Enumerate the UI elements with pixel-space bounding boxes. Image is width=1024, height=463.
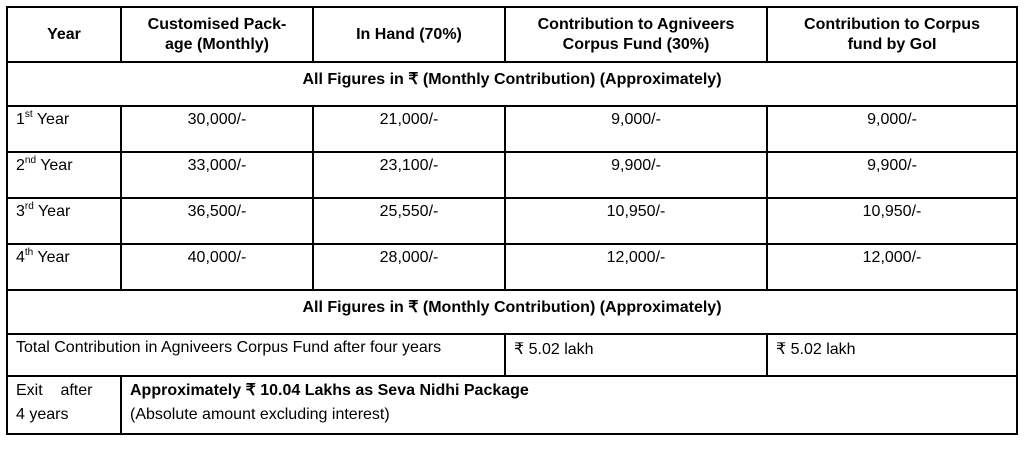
agniveer-package-table — [6, 6, 1018, 435]
header-year: Year — [7, 7, 121, 62]
year-cell: 3rd Year — [7, 198, 121, 244]
goi-cell: 10,950/- — [767, 198, 1017, 244]
header-corpus-contribution: Contribution to Agniveers Corpus Fund (30%) — [505, 7, 767, 62]
goi-cell: 9,900/- — [767, 152, 1017, 198]
corpus-cell: 10,950/- — [505, 198, 767, 244]
in-hand-cell: 28,000/- — [313, 244, 505, 290]
package-cell: 40,000/- — [121, 244, 313, 290]
exit-note: (Absolute amount excluding interest) — [130, 406, 390, 423]
banner-row — [7, 62, 1017, 106]
year-cell: 2nd Year — [7, 152, 121, 198]
table-row — [7, 198, 1017, 244]
table-row — [7, 244, 1017, 290]
year-cell: 1st Year — [7, 106, 121, 152]
exit-label-line1: Exit after — [16, 382, 93, 399]
in-hand-cell: 21,000/- — [313, 106, 505, 152]
total-corpus: ₹ 5.02 lakh — [505, 334, 767, 376]
total-row — [7, 334, 1017, 376]
package-cell: 33,000/- — [121, 152, 313, 198]
exit-row — [7, 376, 1017, 434]
header-package: Customised Pack- age (Monthly) — [121, 7, 313, 62]
total-label: Total Contribution in Agniveers Corpus Fund after four years — [7, 334, 505, 376]
figures-note: All Figures in ₹ (Monthly Contribution) (Approximately) — [7, 290, 1017, 334]
in-hand-cell: 23,100/- — [313, 152, 505, 198]
in-hand-cell: 25,550/- — [313, 198, 505, 244]
figures-note: All Figures in ₹ (Monthly Contribution) (Approximately) — [7, 62, 1017, 106]
exit-label-line2: 4 years — [16, 406, 69, 423]
year-cell: 4th Year — [7, 244, 121, 290]
corpus-cell: 9,000/- — [505, 106, 767, 152]
package-cell: 30,000/- — [121, 106, 313, 152]
exit-label — [7, 376, 121, 434]
corpus-cell: 9,900/- — [505, 152, 767, 198]
header-goi-contribution: Contribution to Corpus fund by GoI — [767, 7, 1017, 62]
table-row — [7, 152, 1017, 198]
corpus-cell: 12,000/- — [505, 244, 767, 290]
total-goi: ₹ 5.02 lakh — [767, 334, 1017, 376]
header-in-hand: In Hand (70%) — [313, 7, 505, 62]
header-row — [7, 7, 1017, 62]
banner-row — [7, 290, 1017, 334]
goi-cell: 9,000/- — [767, 106, 1017, 152]
exit-details — [121, 376, 1017, 434]
package-cell: 36,500/- — [121, 198, 313, 244]
seva-nidhi-package: Approximately ₹ 10.04 Lakhs as Seva Nidhi Package — [130, 382, 529, 399]
table-row — [7, 106, 1017, 152]
goi-cell: 12,000/- — [767, 244, 1017, 290]
